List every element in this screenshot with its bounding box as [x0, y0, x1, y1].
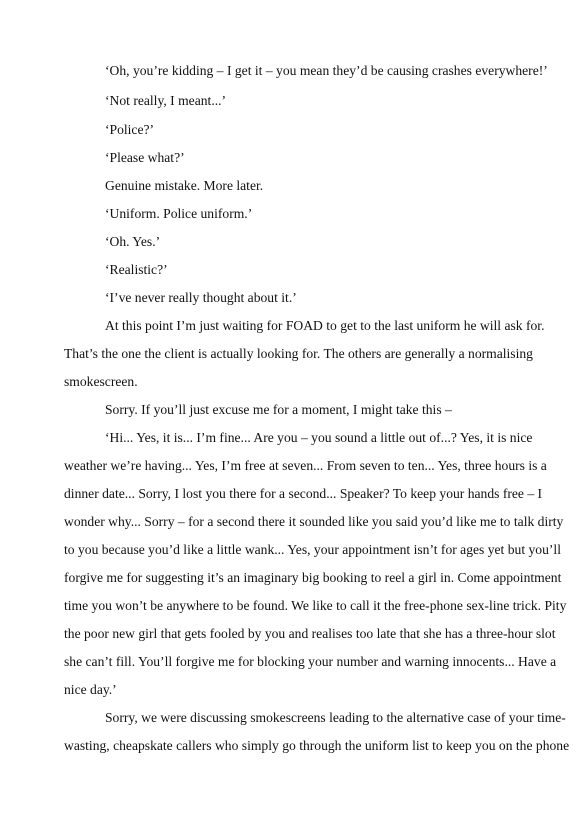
text-line: dinner date... Sorry, I lost you there for a second... Speaker? To keep your hands free – I	[64, 486, 543, 501]
text-line: wonder why... Sorry – for a second there it sounded like you said you’d like me to talk dirty	[64, 514, 564, 529]
text-line: ‘Uniform. Police uniform.’	[105, 206, 253, 221]
text-line: to you because you’d like a little wank... Yes, your appointment isn’t for ages yet but you’ll	[64, 542, 561, 557]
text-line: ‘I’ve never really thought about it.’	[105, 290, 297, 305]
text-line: Sorry. If you’ll just excuse me for a moment, I might take this –	[105, 402, 452, 417]
text-line: ‘Oh, you’re kidding – I get it – you mean they’d be causing crashes everywhere!’	[105, 63, 548, 78]
text-line: That’s the one the client is actually looking for. The others are generally a normalising	[64, 346, 533, 361]
text-line: forgive me for suggesting it’s an imaginary big booking to reel a girl in. Come appointment	[64, 570, 562, 585]
text-line: ‘Hi... Yes, it is... I’m fine... Are you – you sound a little out of...? Yes, it is nice	[105, 430, 533, 445]
text-line: Genuine mistake. More later.	[105, 178, 264, 193]
text-line: ‘Realistic?’	[105, 262, 168, 277]
text-line: she can’t fill. You’ll forgive me for blocking your number and warning innocents... Have a	[64, 654, 557, 669]
text-line: nice day.’	[64, 682, 117, 697]
text-line: the poor new girl that gets fooled by you and realises too late that she has a three-hour slot	[64, 626, 556, 641]
text-line: ‘Please what?’	[105, 150, 185, 165]
text-line: time you won’t be anywhere to be found. We like to call it the free-phone sex-line trick. Pity	[64, 598, 567, 613]
text-line: ‘Oh. Yes.’	[105, 234, 161, 249]
text-line: weather we’re having... Yes, I’m free at seven... From seven to ten... Yes, three hours is a	[64, 458, 547, 473]
text-line: smokescreen.	[64, 374, 138, 389]
text-line: ‘Not really, I meant...’	[105, 93, 227, 108]
text-line: wasting, cheapskate callers who simply go through the uniform list to keep you on the phone	[64, 738, 570, 753]
text-line: Sorry, we were discussing smokescreens leading to the alternative case of your time-	[105, 710, 566, 725]
text-line: ‘Police?’	[105, 122, 155, 137]
text-line: At this point I’m just waiting for FOAD to get to the last uniform he will ask for.	[105, 318, 545, 333]
